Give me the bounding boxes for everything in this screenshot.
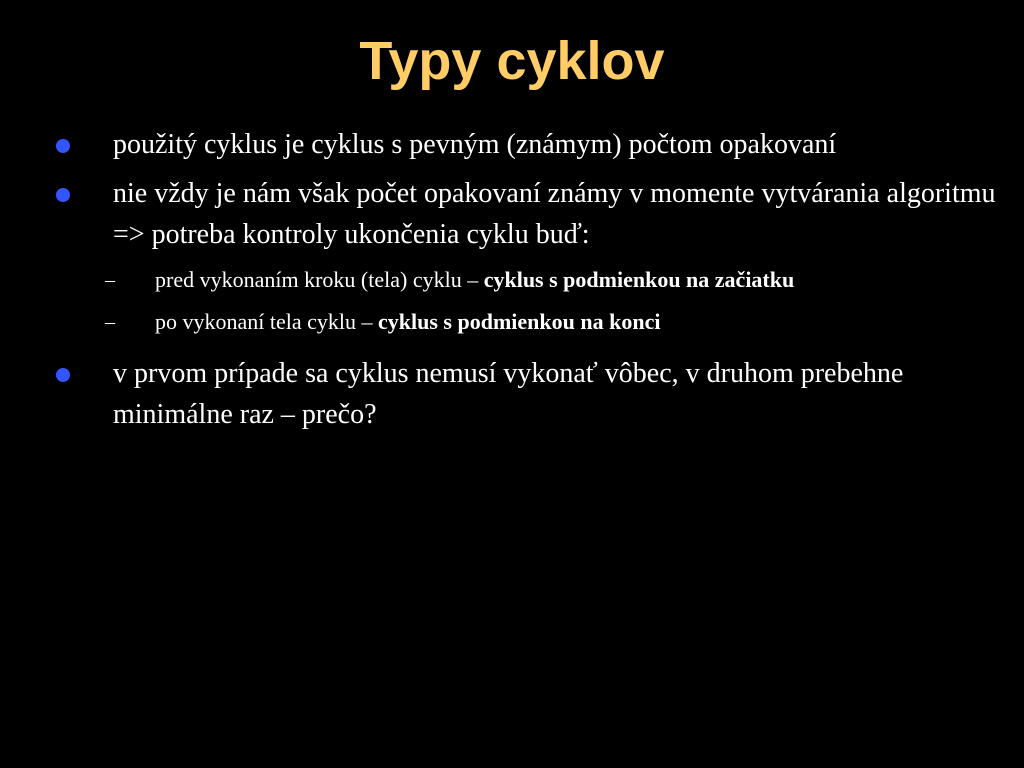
bullet-dot-icon — [56, 368, 70, 382]
bullet-item-1-text: použitý cyklus je cyklus s pevným (známym) počtom opakovaní — [113, 129, 837, 160]
bullet-dot-icon — [56, 188, 70, 202]
bullet-item-1 — [0, 124, 1024, 165]
sub-item-2-text: po vykonaní tela cyklu – — [155, 309, 379, 334]
sub-item-2 — [0, 305, 1024, 339]
slide-title: Typy cyklov — [359, 31, 665, 91]
bullet-item-3-text: v prvom prípade sa cyklus nemusí vykonať vôbec, v druhom prebehne minimálne raz – prečo? — [113, 358, 904, 430]
bullet-item-2-text: nie vždy je nám však počet opakovaní známy v momente vytvárania algoritmu => potreba kontroly ukončenia cyklu buď: — [113, 178, 996, 250]
dash-icon: – — [105, 311, 115, 333]
dash-icon: – — [105, 269, 115, 291]
bullet-item-2 — [0, 173, 1024, 255]
bullet-item-3 — [0, 353, 1024, 435]
sub-item-1-bold-text: cyklus s podmienkou na začiatku — [483, 267, 795, 292]
slide-body — [0, 124, 1024, 443]
sub-item-1 — [0, 263, 1024, 297]
sub-item-1-text: pred vykonaním kroku (tela) cyklu – — [155, 267, 484, 292]
sub-item-2-bold-text: cyklus s podmienkou na konci — [378, 309, 661, 334]
bullet-dot-icon — [56, 139, 70, 153]
